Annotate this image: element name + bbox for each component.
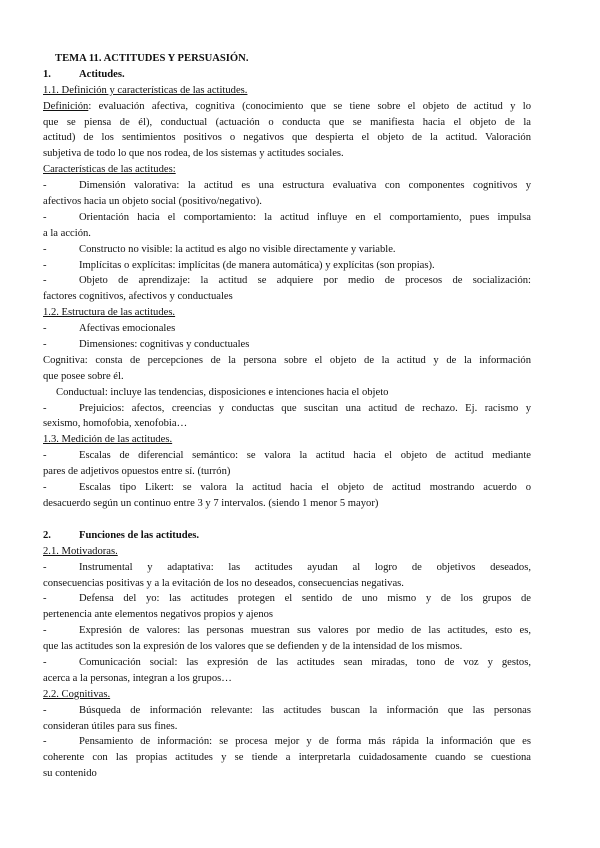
list-item: - Dimensión valorativa: la actitud es una estructura evaluativa con componentes cognitivos y	[43, 180, 531, 192]
list-item-continuation: consecuencias positivas y a la evitación de los no deseados, consecuencias negativas.	[43, 577, 404, 589]
section-number: 2.	[43, 529, 51, 541]
list-item-continuation: coherente con las propias actitudes y se tiende a interpretarla cuidadosamente cuando se cuestiona	[43, 752, 531, 764]
list-item-continuation: afectivos hacia un objeto social (positivo/negativo).	[43, 196, 262, 208]
subsection-2-1: 2.1. Motivadoras.	[43, 545, 118, 557]
definition-line	[43, 99, 531, 115]
definition-line: que se piensa de él), conductual (actuación o conducta que se manifiesta hacia el objeto de la	[43, 116, 531, 128]
list-item: - Dimensiones: cognitivas y conductuales	[43, 339, 250, 351]
list-item: - Objeto de aprendizaje: la actitud se adquiere por medio de procesos de socialización:	[43, 275, 531, 287]
spacer	[43, 512, 531, 528]
list-item: - Pensamiento de información: se procesa mejor y de forma más rápida la información que es	[43, 736, 531, 748]
list-item: - Búsqueda de información relevante: las actitudes buscan la información que las personas	[43, 704, 531, 716]
section-2-heading	[43, 528, 531, 544]
section-number: 1.	[43, 68, 51, 80]
paragraph-line: Cognitiva: consta de percepciones de la persona sobre el objeto de la actitud y de la información	[43, 354, 531, 366]
definition-line: actitud) de los sentimientos positivos o negativos que despierta el objeto de la actitud. Valoración	[43, 132, 531, 144]
list-item-continuation: consideran útiles para sus fines.	[43, 720, 178, 732]
definition-label: Definición	[43, 100, 89, 112]
definition-text: : evaluación afectiva, cognitiva (conocimiento que se tiene sobre el objeto de actitud y lo	[88, 100, 531, 112]
subsection-1-3: 1.3. Medición de las actitudes.	[43, 434, 173, 446]
definition-line: subjetiva de todo lo que nos rodea, de los sistemas y actitudes sociales.	[43, 148, 344, 160]
subsection-1-2: 1.2. Estructura de las actitudes.	[43, 307, 176, 319]
list-item-continuation: pares de adjetivos opuestos entre sí. (turrón)	[43, 466, 231, 478]
list-item-continuation: que las actitudes son la expresión de los valores que se defienden y de la intensidad de los mismos.	[43, 641, 463, 653]
paragraph-line: Conductual: incluye las tendencias, disposiciones e intenciones hacia el objeto	[56, 386, 389, 398]
list-item: - Prejuicios: afectos, creencias y conductas que suscitan una actitud de rechazo. Ej. racismo y	[43, 402, 531, 414]
page-title: TEMA 11. ACTITUDES Y PERSUASIÓN.	[55, 53, 249, 64]
section-title: Funciones de las actitudes.	[79, 529, 200, 541]
list-item-continuation: acerca a la personas, integran a los grupos…	[43, 672, 232, 684]
characteristics-label: Características de las actitudes:	[43, 164, 176, 176]
list-item: - Orientación hacia el comportamiento: la actitud influye en el comportamiento, pues impulsa	[43, 211, 531, 223]
list-item: - Afectivas emocionales	[43, 323, 176, 335]
list-item-continuation: pertenencia ante elementos negativos propios y ajenos	[43, 609, 274, 621]
list-item-continuation: factores cognitivos, afectivos y conductuales	[43, 291, 233, 303]
list-item: - Constructo no visible: la actitud es algo no visible directamente y variable.	[43, 243, 396, 255]
section-1-heading	[43, 67, 531, 83]
list-item-continuation: desacuerdo según un continuo entre 3 y 7 intervalos. (siendo 1 menor 5 mayor)	[43, 497, 379, 509]
list-item: - Escalas de diferencial semántico: se valora la actitud hacia el objeto de actitud mediante	[43, 450, 531, 462]
list-item-continuation: sexismo, homofobia, xenofobia…	[43, 418, 188, 430]
list-item: - Comunicación social: las expresión de las actitudes sean miradas, tono de voz y gestos,	[43, 656, 531, 668]
paragraph-line: que posee sobre él.	[43, 370, 124, 382]
list-item: - Defensa del yo: las actitudes protegen el sentido de uno mismo y de los grupos de	[43, 593, 531, 605]
list-item: - Implícitas o explícitas: implícitas (de manera automática) y explícitas (son propias).	[43, 259, 435, 271]
list-item: - Instrumental y adaptativa: las actitudes ayudan al logro de objetivos deseados,	[43, 561, 531, 573]
list-item: - Escalas tipo Likert: se valora la actitud hacia el objeto de actitud mostrando acuerdo o	[43, 482, 531, 494]
document-page	[43, 51, 531, 782]
list-item-continuation: su contenido	[43, 768, 97, 780]
list-item: - Expresión de valores: las personas muestran sus valores por medio de las actitudes, esto es,	[43, 625, 531, 637]
subsection-1-1: 1.1. Definición y características de las actitudes.	[43, 84, 248, 96]
list-item-continuation: a la acción.	[43, 227, 91, 239]
section-title: Actitudes.	[79, 68, 125, 80]
subsection-2-2: 2.2. Cognitivas.	[43, 688, 111, 700]
